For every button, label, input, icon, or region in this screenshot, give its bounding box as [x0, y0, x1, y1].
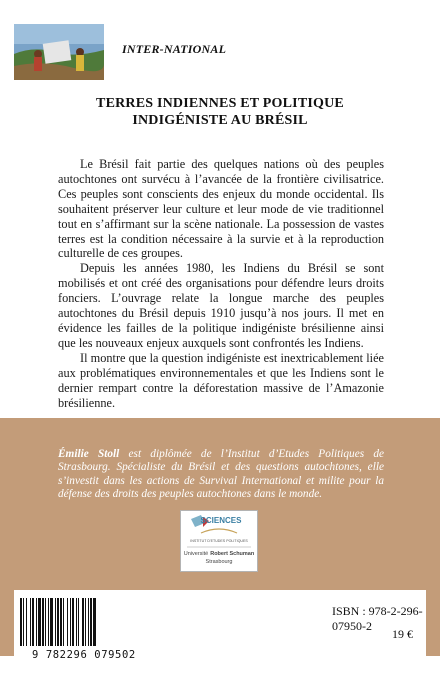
university-logo [180, 510, 258, 572]
barcode-bar [82, 598, 84, 646]
author-bio [58, 448, 384, 502]
barcode-bar [67, 598, 68, 646]
barcode-bar [50, 598, 53, 646]
logo-city: Strasbourg [205, 559, 233, 565]
price: 19 € [392, 627, 413, 641]
author-name: Émilie Stoll [58, 448, 120, 460]
barcode-bar [72, 598, 74, 646]
barcode-bar [57, 598, 59, 646]
logo-univ-word: Université [183, 551, 209, 557]
logo-word: SCIENCES [200, 516, 242, 525]
barcode-bar [93, 598, 96, 646]
barcode-bar [78, 598, 79, 646]
isbn-area [14, 590, 426, 665]
barcode [14, 596, 134, 648]
book-description [58, 157, 384, 410]
author-bio-text: est diplômée de l’Institut d’Etudes Politiques de Strasbourg. Spécialiste du Brésil et des questions autochtones, elle s’investit dans les actions de Survival International et milite pour la défense des droits des peuples autochtones dans le monde. [58, 448, 384, 501]
book-title [0, 95, 440, 129]
barcode-bar [76, 598, 77, 646]
description-paragraph: Le Brésil fait partie des quelques nations où des peuples autochtones ont survécu à l’avancée de la frontière civilisatrice. Ces peuples sont conscients des enjeux du monde occidental. Ils souhaitent préserver leur culture et leur mode de vie traditionnel tout en s’affirmant sur la scène nationale. La possession de vastes terres est la condition nécessaire à la survie et à la reproduction culturelle de ces groupes. [58, 157, 384, 261]
barcode-bar [23, 598, 24, 646]
barcode-bar [85, 598, 86, 646]
barcode-bar [60, 598, 62, 646]
series-name: INTER-NATIONAL [122, 42, 227, 56]
barcode-bar [48, 598, 49, 646]
description-paragraph: Il montre que la question indigéniste est inextricablement liée aux problématiques environnementales et que les Indiens sont le dernier rempart contre la déforestation massive de l’Amazonie brésilienne. [58, 350, 384, 410]
barcode-bar [26, 598, 27, 646]
barcode-bar [90, 598, 92, 646]
barcode-bar [70, 598, 71, 646]
logo-univ-name: Robert Schuman [210, 551, 255, 557]
barcode-bar [88, 598, 89, 646]
barcode-bar [55, 598, 56, 646]
isbn-number: ISBN : 978-2-296-07950-2 [332, 604, 423, 633]
barcode-bar [20, 598, 22, 646]
logo-caption: INSTITUT D'ETUDES POLITIQUES [190, 539, 248, 543]
barcode-bar [38, 598, 41, 646]
barcode-bar [30, 598, 31, 646]
barcode-bar [32, 598, 34, 646]
barcode-bar [42, 598, 44, 646]
title-line-1: TERRES INDIENNES ET POLITIQUE [96, 96, 344, 111]
barcode-digits: 9 782296 079502 [32, 649, 136, 661]
logo-university [184, 551, 255, 557]
barcode-bar [36, 598, 37, 646]
cover-photo [14, 24, 104, 80]
barcode-bar [45, 598, 46, 646]
description-paragraph: Depuis les années 1980, les Indiens du Brésil se sont mobilisés et ont créé des organisations pour défendre leurs droits fonciers. L’ouvrage relate la longue marche des peuples autochtones du Brésil depuis 1910 jusqu’à nos jours. Il met en évidence les failles de la politique indigéniste brésilienne ainsi que les nouveaux enjeux auxquels sont confrontés les Indiens. [58, 261, 384, 350]
barcode-bar [63, 598, 64, 646]
title-line-2: INDIGÉNISTE AU BRÉSIL [132, 113, 308, 128]
